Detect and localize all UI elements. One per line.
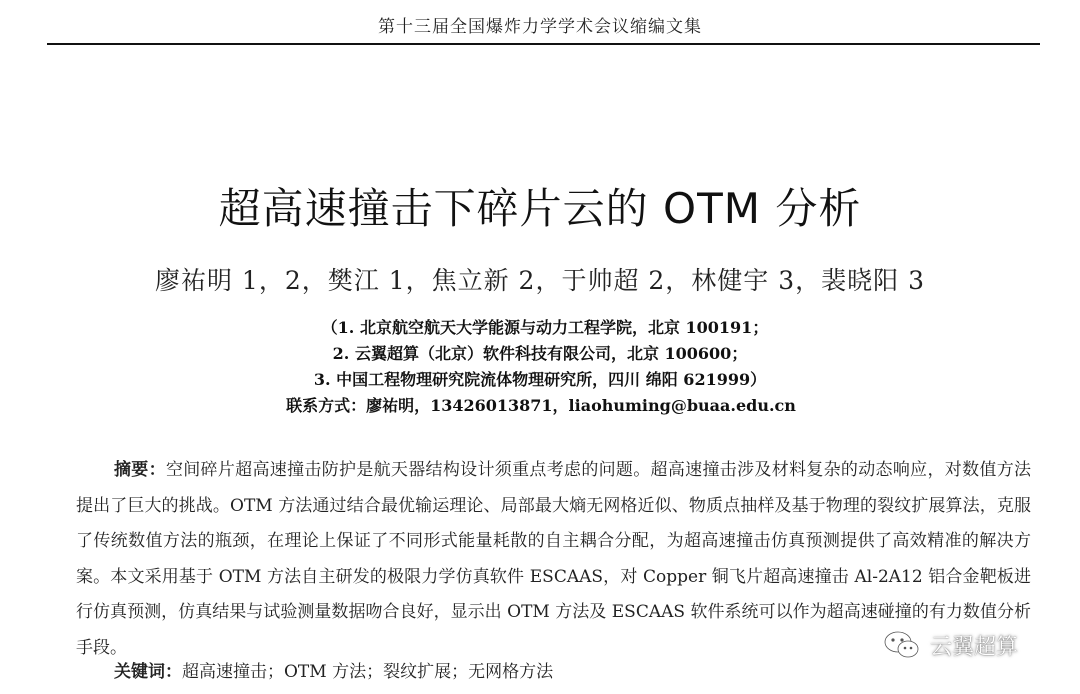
affiliation-3: 3. 中国工程物理研究院流体物理研究所，四川 绵阳 621999）: [313, 370, 767, 389]
abstract-label: 摘要：: [114, 460, 166, 480]
affiliation-2: 2. 云翼超算（北京）软件科技有限公司，北京 100600；: [332, 344, 748, 363]
wechat-watermark: [882, 627, 1062, 663]
contact-info: 联系方式：廖祐明，13426013871，liaohuming@buaa.edu.cn: [286, 396, 796, 415]
paper-title: 超高速撞击下碎片云的 OTM 分析: [218, 184, 862, 233]
keywords: [114, 655, 1014, 690]
watermark-text: 云翼超算: [930, 634, 1019, 660]
wechat-icon: [882, 629, 922, 661]
author-list: 廖祐明 1，2，樊江 1，焦立新 2，于帅超 2，林健宇 3，裴晓阳 3: [154, 266, 926, 295]
keywords-text: 超高速撞击；OTM 方法；裂纹扩展；无网格方法: [182, 662, 554, 682]
header-rule: [47, 43, 1040, 45]
running-header: 第十三届全国爆炸力学学术会议缩编文集: [378, 17, 702, 37]
affiliations: [0, 315, 1080, 419]
keywords-label: 关键词：: [114, 662, 182, 682]
abstract-text: 空间碎片超高速撞击防护是航天器结构设计须重点考虑的问题。超高速撞击涉及材料复杂的动态响应，对数值方法提出了巨大的挑战。OTM 方法通过结合最优输运理论、局部最大熵无网格近似、物质点抽样及基于物理的裂纹扩展算法，克服了传统数值方法的瓶颈，在理论上保证了不同形式能量耗散的自主耦合分配，为超高速撞击仿真预测提供了高效精准的解决方案。本文采用基于 OTM 方法自主研发的极限力学仿真软件 ESCAAS，对 Copper 铜飞片超高速撞击 Al-2A12 铝合金靶板进行仿真预测，仿真结果与试验测量数据吻合良好，显示出 OTM 方法及 ESCAAS 软件系统可以作为超高速碰撞的有力数值分析手段。: [76, 460, 1032, 658]
affiliation-1: （1. 北京航空航天大学能源与动力工程学院，北京 100191；: [321, 318, 769, 337]
